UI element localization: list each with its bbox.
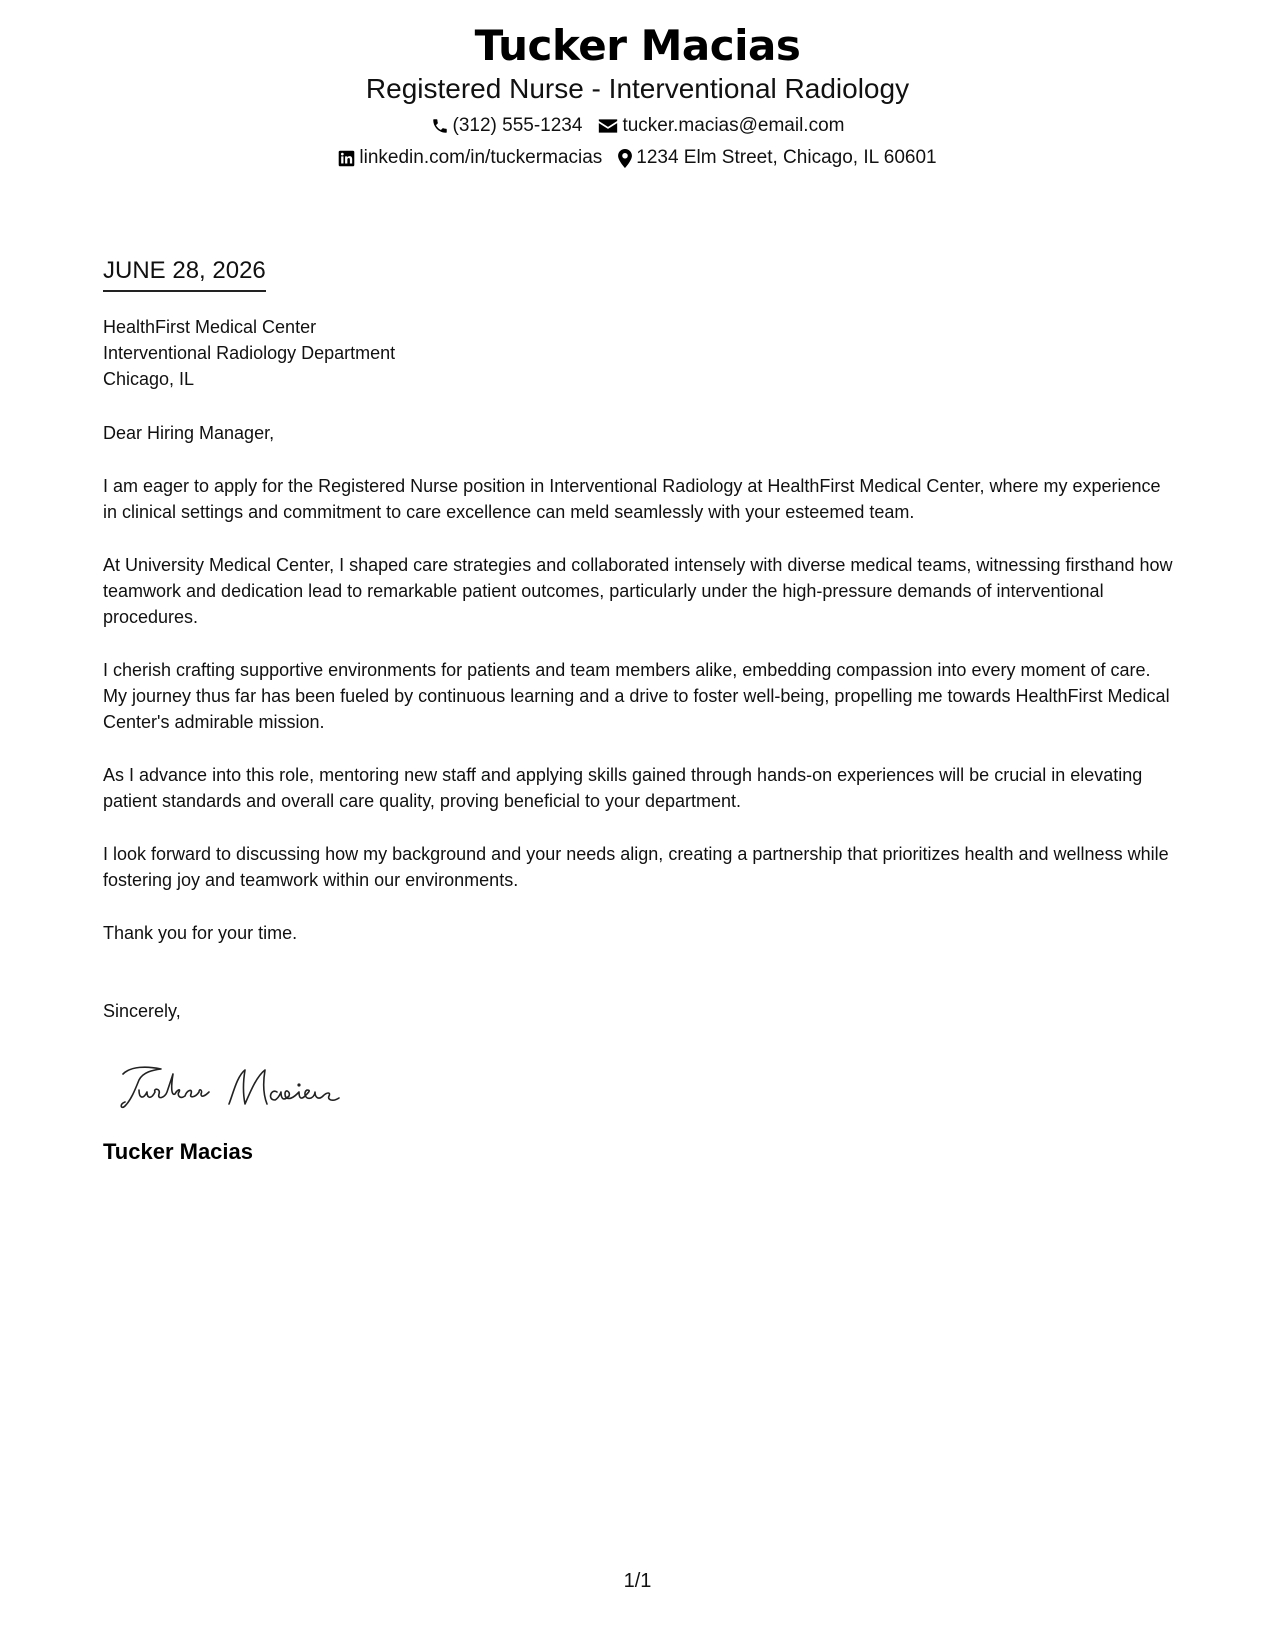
- contact-row-1: [0, 114, 1275, 138]
- recipient-block: [103, 314, 1178, 392]
- page-number: 1/1: [623, 1570, 652, 1592]
- recipient-department: Interventional Radiology Department: [103, 343, 396, 363]
- linkedin-contact[interactable]: [338, 146, 602, 170]
- signature-drawing: [117, 1060, 357, 1120]
- phone-contact: [431, 114, 583, 138]
- phone-icon: [431, 117, 449, 135]
- body-paragraph-3: I cherish crafting supportive environments for patients and team members alike, embedding compassion into every moment of care. My journey thus far has been fueled by continuous learning and a drive to foster well-being, propelling me towards HealthFirst Medical Center's admirable mission.: [103, 660, 1170, 732]
- body-paragraph-1: I am eager to apply for the Registered Nurse position in Interventional Radiology at HealthFirst Medical Center, where my experience in clinical settings and commitment to care excellence can meld seamlessly with your esteemed team.: [103, 476, 1161, 522]
- letter-body: [103, 256, 1178, 1166]
- closing: Sincerely,: [103, 1001, 181, 1021]
- linkedin-url[interactable]: linkedin.com/in/tuckermacias: [359, 147, 603, 168]
- letter-header: [0, 18, 1275, 170]
- contact-row-2: [0, 146, 1275, 170]
- email-address[interactable]: tucker.macias@email.com: [622, 115, 845, 136]
- body-paragraph-2: At University Medical Center, I shaped care strategies and collaborated intensely with diverse medical teams, witnessing firsthand how teamwork and dedication lead to remarkable patient outcomes, particularly under the high-pressure demands of interventional procedures.: [103, 555, 1173, 627]
- sender-name: Tucker Macias: [103, 1139, 254, 1164]
- job-title: Registered Nurse - Interventional Radiology: [365, 73, 910, 104]
- salutation: Dear Hiring Manager,: [103, 423, 275, 443]
- address-contact: [618, 146, 936, 170]
- applicant-name: Tucker Macias: [474, 21, 801, 70]
- envelope-icon: [598, 118, 618, 134]
- phone-number: (312) 555-1234: [452, 115, 583, 136]
- body-paragraph-5: I look forward to discussing how my background and your needs align, creating a partnership that prioritizes health and wellness while fostering joy and teamwork within our environments.: [103, 844, 1169, 890]
- email-contact[interactable]: [598, 114, 844, 138]
- handwritten-signature: [117, 1060, 1178, 1120]
- map-pin-icon: [618, 149, 632, 168]
- recipient-location: Chicago, IL: [103, 369, 195, 389]
- body-paragraph-4: As I advance into this role, mentoring new staff and applying skills gained through hands-on experiences will be crucial in elevating patient standards and overall care quality, proving beneficial to your department.: [103, 765, 1143, 811]
- street-address: 1234 Elm Street, Chicago, IL 60601: [636, 147, 937, 168]
- linkedin-icon: [338, 150, 355, 167]
- letter-date: JUNE 28, 2026: [103, 256, 266, 292]
- recipient-organization: HealthFirst Medical Center: [103, 317, 317, 337]
- thank-you-line: Thank you for your time.: [103, 923, 298, 943]
